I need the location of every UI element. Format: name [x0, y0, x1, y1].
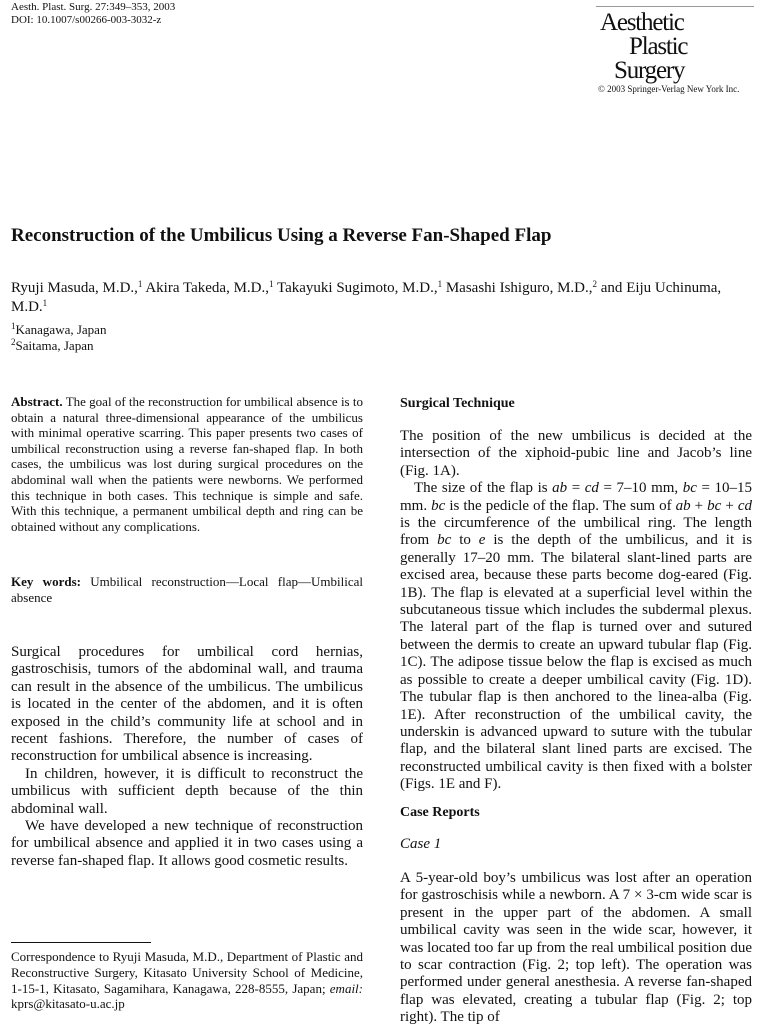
var-bc: bc	[707, 497, 722, 514]
var-e: e	[478, 532, 486, 549]
author-name: Akira Takeda, M.D.,	[145, 280, 269, 296]
affiliation-line	[11, 322, 106, 338]
author-name: Takayuki Sugimoto, M.D.,	[276, 280, 438, 296]
logo-word-plastic: Plastic	[629, 33, 688, 60]
paper-title: Reconstruction of the Umbilicus Using a Reverse Fan-Shaped Flap	[11, 225, 552, 246]
author-affil-mark: 1	[268, 279, 274, 289]
text-run: = 10–15 mm.	[400, 480, 752, 514]
keywords-label: Key words:	[11, 574, 81, 589]
author-joiner: and	[600, 280, 623, 296]
text-run: = 7–10 mm,	[603, 480, 679, 497]
affil-number: 2	[11, 337, 16, 347]
affil-place: Saitama, Japan	[15, 338, 94, 353]
text-run: is the circumference of the umbilical ring. The length from	[400, 515, 752, 549]
intro-paragraph: In children, however, it is difficult to reconstruct the umbilicus with sufficient depth because of the thin abdominal wall.	[11, 765, 363, 817]
author-affil-mark: 1	[42, 298, 48, 308]
var-cd: cd	[737, 497, 753, 514]
var-ab: ab	[675, 497, 691, 514]
author-affil-mark: 1	[437, 279, 443, 289]
running-header	[11, 1, 175, 27]
keywords-text: Umbilical reconstruction—Local flap—Umbilical absence	[11, 574, 363, 605]
author-list	[11, 279, 751, 317]
section-heading: Case Reports	[400, 805, 480, 820]
abstract-label: Abstract.	[11, 394, 63, 409]
author-affil-mark: 2	[592, 279, 598, 289]
author-affil-mark: 1	[137, 279, 143, 289]
section-heading: Surgical Technique	[400, 396, 515, 411]
affiliations	[11, 322, 106, 354]
case-paragraph: A 5-year-old boy’s umbilicus was lost after an operation for gastroschisis while a newborn. A 7 × 3-cm wide scar is present in the upper part of the abdomen. A small umbilical cavity was seen in the wide scar, however, it was located too far up from the real umbilical position due to scar contraction (Fig. 2; top left). The operation was performed under general anesthesia. A reverse fan-shaped flap was elevated, creating a tubular flap (Fig. 2; top right). The tip of	[400, 870, 752, 1026]
logo-rule	[596, 6, 754, 7]
text-run: +	[725, 497, 734, 514]
footnote-rule	[11, 942, 151, 943]
author-name: Ryuji Masuda, M.D.,	[11, 280, 138, 296]
intro-paragraph: Surgical procedures for umbilical cord hernias, gastroschisis, tumors of the abdominal wall, and trauma can result in the absence of the umbilicus. The umbilicus is located in the center of the abdomen, and it is often exposed in the child’s community life at school and in recent fashions. Therefore, the number of cases of reconstruction for umbilical absence is increasing.	[11, 644, 363, 765]
var-ab: ab	[552, 480, 568, 497]
text-run: to	[459, 532, 471, 549]
var-bc: bc	[682, 480, 697, 497]
logo-word-aesthetic: Aesthetic	[600, 9, 684, 36]
doi: DOI: 10.1007/s00266-003-3032-z	[11, 14, 162, 26]
affil-place: Kanagawa, Japan	[15, 322, 107, 337]
author-name: Masashi Ishiguro, M.D.,	[445, 280, 593, 296]
case-reports-heading	[400, 805, 752, 821]
text-run: The size of the flap is	[414, 480, 548, 497]
email-label: email:	[329, 980, 363, 996]
text-run: +	[694, 497, 704, 514]
text-run: =	[571, 480, 581, 497]
case-1-body	[400, 870, 752, 1027]
intro-paragraph: We have developed a new technique of reconstruction for umbilical absence and applied it in two cases using a reverse fan-shaped flap. It allows good cosmetic results.	[11, 818, 363, 869]
email-address: kprs@kitasato-u.ac.jp	[11, 996, 125, 1012]
surgical-technique-body	[400, 428, 752, 794]
abstract-text: The goal of the reconstruction for umbilical absence is to obtain a natural three-dimensional appearance of the umbilicus with minimal operative scarring. This paper presents two cases of umbilical reconstruction using a reverse fan-shaped flap. In both cases, the umbilicus was lost during surgical procedures on the abdominal wall when the patients were newborns. We performed this technique in both cases. This technique is simple and safe. With this technique, a permanent umbilical depth and ring can be obtained without any complications.	[11, 394, 363, 534]
abstract	[11, 394, 363, 534]
author-name: Eiju Uchinuma, M.D.	[11, 280, 722, 315]
affiliation-line	[11, 338, 106, 354]
technique-paragraph	[400, 480, 752, 793]
var-bc: bc	[431, 497, 446, 514]
correspondence-text: Correspondence to Ryuji Masuda, M.D., Department of Plastic and Reconstructive Surgery, Kitasato University School of Medicine, 1-15-1, Kitasato, Sagamihara, Kanagawa, 228-8555, Japan;	[11, 949, 363, 996]
surgical-technique-heading	[400, 396, 752, 412]
introduction	[11, 644, 363, 870]
text-run: is the pedicle of the flap. The sum of	[449, 497, 672, 514]
text-run: is the depth of the umbilicus, and it is generally 17–20 mm. The bilateral slant-lined parts are excised area, because these parts become dog-eared (Fig. 1B). The flap is elevated at a superficial level within the subcutaneous tissue which includes the subdermal plexus. The lateral part of the flap is turned over and sutured between the dermis to create an upward tubular flap (Fig. 1C). The adipose tissue below the flap is excised as much as possible to create a deeper umbilical cavity (Fig. 1D). The tubular flap is then anchored to the linea-alba (Fig. 1E). After reconstruction of the umbilical cavity, the underskin is advanced upward to suture with the tubular flap, and the bilateral slant lined parts are excised. The reconstructed umbilical cavity is then fixed with a bolster (Figs. 1E and F).	[400, 532, 753, 793]
case-1-subheading: Case 1	[400, 836, 442, 852]
logo-word-surgery: Surgery	[614, 57, 685, 84]
correspondence-note	[11, 949, 363, 1012]
keywords	[11, 574, 363, 605]
publisher-copyright: © 2003 Springer-Verlag New York Inc.	[598, 84, 740, 94]
var-bc: bc	[437, 532, 452, 549]
var-cd: cd	[584, 480, 599, 497]
citation: Aesth. Plast. Surg. 27:349–353, 2003	[11, 1, 176, 13]
affil-number: 1	[11, 321, 16, 331]
technique-paragraph: The position of the new umbilicus is decided at the intersection of the xiphoid-pubic line and Jacob’s line (Fig. 1A).	[400, 428, 752, 479]
